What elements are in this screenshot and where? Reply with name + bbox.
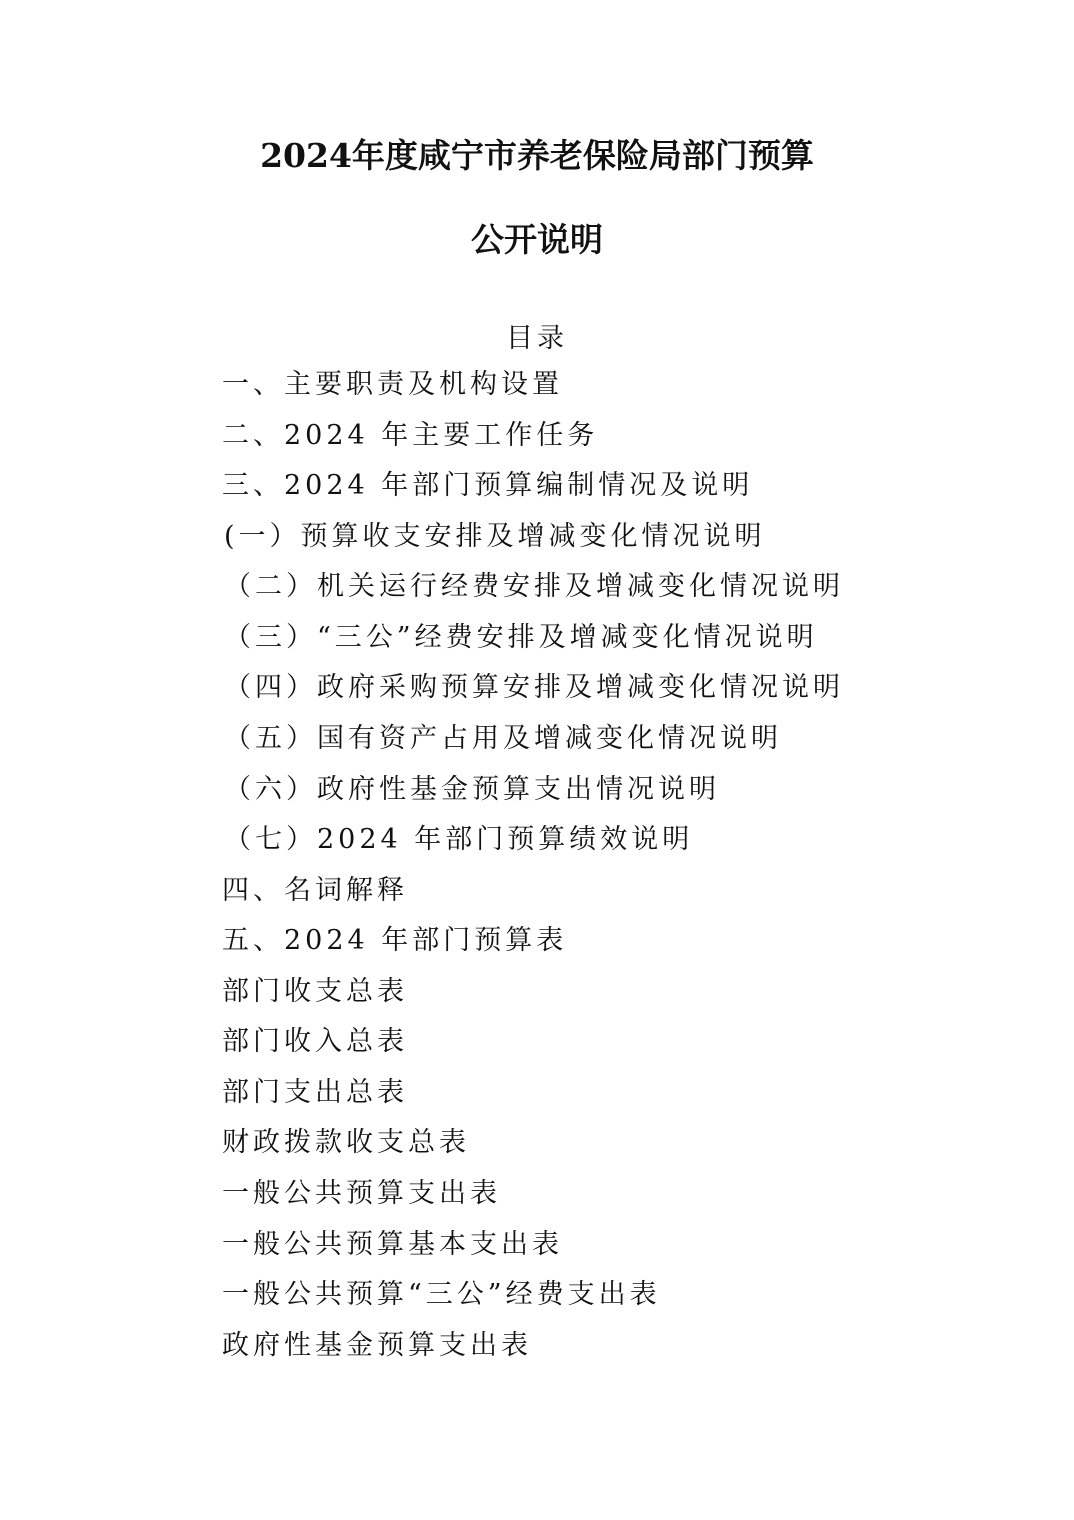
document-title-line-2: 公开说明 bbox=[471, 220, 603, 259]
toc-item-table-7: 一般公共预算“三公”经费支出表 bbox=[222, 1279, 661, 1310]
toc-item-4: 四、名词解释 bbox=[222, 875, 408, 906]
toc-item-table-6: 一般公共预算基本支出表 bbox=[222, 1229, 563, 1260]
toc-item-3-1: (一）预算收支安排及增减变化情况说明 bbox=[224, 521, 766, 552]
toc-item-3-5: （五）国有资产占用及增减变化情况说明 bbox=[224, 723, 782, 754]
toc-item-table-2: 部门收入总表 bbox=[222, 1026, 408, 1057]
toc-item-3-3: （三）“三公”经费安排及增减变化情况说明 bbox=[224, 622, 818, 653]
toc-item-3-7: （七）2024 年部门预算绩效说明 bbox=[224, 824, 694, 855]
toc-item-table-3: 部门支出总表 bbox=[222, 1077, 408, 1108]
toc-item-3-4: （四）政府采购预算安排及增减变化情况说明 bbox=[224, 672, 844, 703]
toc-item-5: 五、2024 年部门预算表 bbox=[222, 925, 568, 956]
toc-item-table-8: 政府性基金预算支出表 bbox=[222, 1330, 532, 1361]
document-title-line-1: 2024年度咸宁市养老保险局部门预算 bbox=[260, 136, 814, 175]
toc-item-2: 二、2024 年主要工作任务 bbox=[222, 420, 599, 451]
toc-item-3: 三、2024 年部门预算编制情况及说明 bbox=[222, 470, 754, 501]
toc-item-3-6: （六）政府性基金预算支出情况说明 bbox=[224, 774, 720, 805]
toc-item-table-1: 部门收支总表 bbox=[222, 976, 408, 1007]
toc-item-table-5: 一般公共预算支出表 bbox=[222, 1178, 501, 1209]
toc-heading: 目录 bbox=[506, 323, 568, 354]
toc-item-table-4: 财政拨款收支总表 bbox=[222, 1127, 470, 1158]
toc-item-1: 一、主要职责及机构设置 bbox=[222, 369, 563, 400]
toc-item-3-2: （二）机关运行经费安排及增减变化情况说明 bbox=[224, 571, 844, 602]
